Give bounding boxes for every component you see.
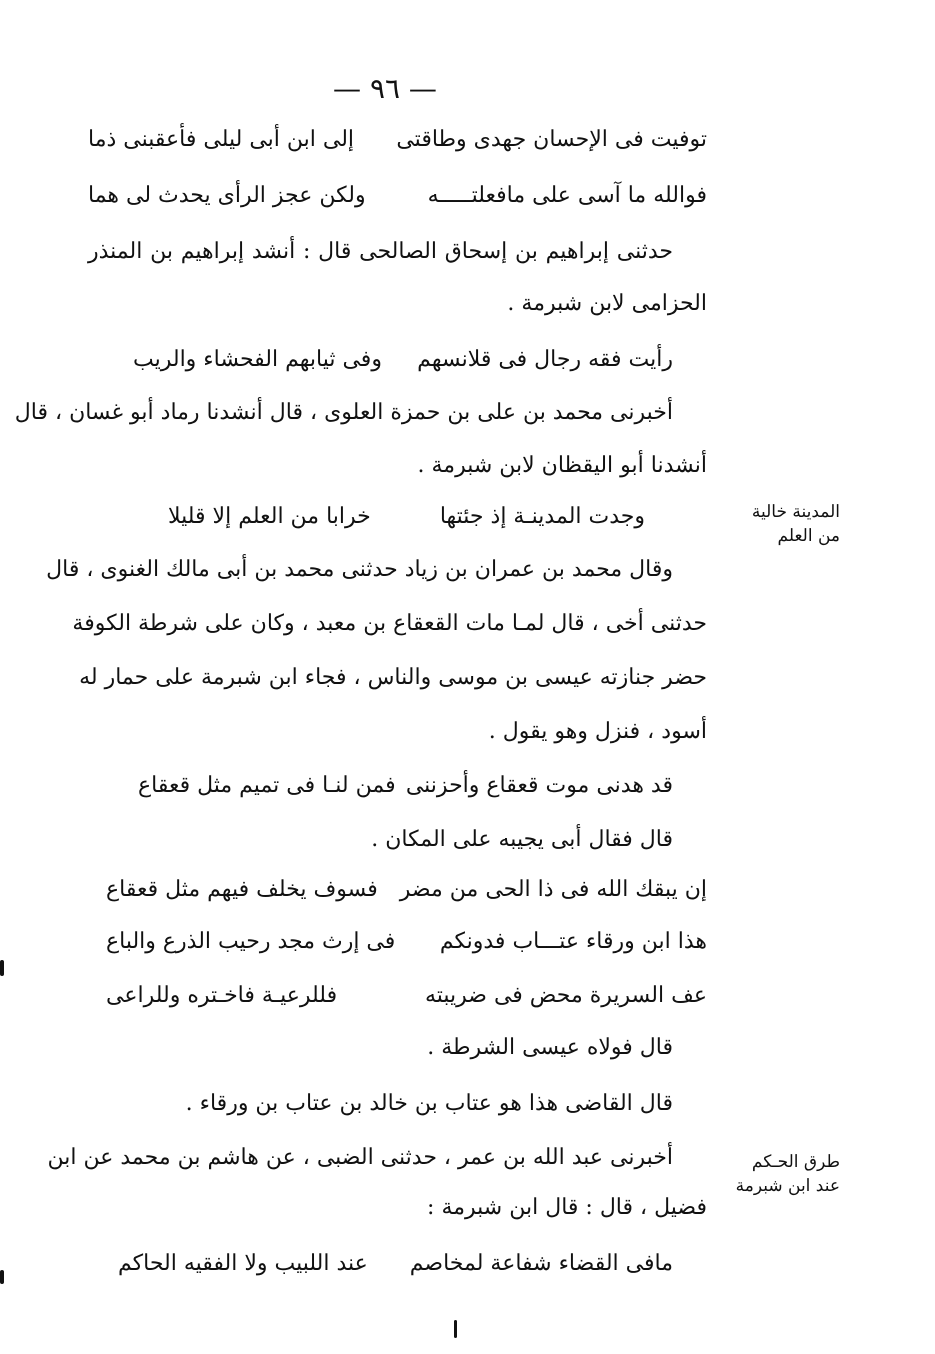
prose-line: فضيل ، قال : قال ابن شبرمة : <box>427 1195 707 1220</box>
prose-line: أنشدنا أبو اليقظان لابن شبرمة . <box>417 453 707 478</box>
margin-note-line: المدينة خالية <box>751 502 840 522</box>
verse-second-hemistich: ولكن عجز الرأى يحدث لى هما <box>88 183 366 208</box>
verse-second-hemistich: خرابا من العلم إلا قليلا <box>168 504 371 529</box>
margin-note-line: عند ابن شبرمة <box>735 1176 840 1196</box>
verse-line <box>160 497 645 537</box>
prose-line: حضر جنازته عيسى بن موسى والناس ، فجاء ابن شبرمة على حمار له <box>79 665 707 690</box>
margin-note <box>740 500 840 548</box>
verse-second-hemistich: فى إرث مجد رحيب الذرع والباع <box>106 929 396 954</box>
verse-line <box>110 1244 673 1284</box>
prose-line: أسود ، فنزل وهو يقول . <box>488 719 707 744</box>
scan-mark <box>0 1270 4 1284</box>
verse-first-hemistich: توفيت فى الإحسان جهدى وطاقتى <box>396 127 707 152</box>
margin-note-line: طرق الحـكم <box>751 1152 840 1172</box>
page-number: — ٩٦ — <box>333 72 437 105</box>
prose-line: أخبرنى عبد الله بن عمر ، حدثنى الضبى ، عن هاشم بن محمد عن ابن <box>47 1145 673 1170</box>
verse-line <box>125 340 673 380</box>
verse-first-hemistich: هذا ابن ورقاء عتـــاب فدونكم <box>439 929 707 954</box>
verse-first-hemistich: إن يبقك الله فى ذا الحى من مضر <box>399 877 707 902</box>
verse-second-hemistich: فللرعيـة فاخـتره وللراعى <box>106 983 338 1008</box>
prose-line: حدثنى أخى ، قال لمـا مات القعقاع بن معبد ، وكان على شرطة الكوفة <box>72 611 707 636</box>
margin-note-line: من العلم <box>777 526 840 546</box>
verse-first-hemistich: رأيت فقه رجال فى قلانسهم <box>417 347 673 372</box>
verse-first-hemistich: وجدت المدينـة إذ جئتها <box>439 504 645 529</box>
verse-line <box>130 766 673 806</box>
prose-line: الحزامى لابن شبرمة . <box>507 291 707 316</box>
prose-line: قال القاضى هذا هو عتاب بن خالد بن عتاب بن ورقاء . <box>185 1091 673 1116</box>
verse-second-hemistich: فسوف يخلف فيهم مثل قعقاع <box>106 877 378 902</box>
margin-note <box>735 1150 840 1198</box>
verse-first-hemistich: مافى القضاء شفاعة لمخاصم <box>409 1251 673 1276</box>
verse-line <box>98 976 707 1016</box>
verse-line <box>80 176 707 216</box>
verse-first-hemistich: عف السريرة محض فى ضريبته <box>424 983 707 1008</box>
verse-line <box>98 870 707 910</box>
verse-line <box>98 922 707 962</box>
verse-second-hemistich: وفى ثيابهم الفحشاء والريب <box>133 347 382 372</box>
verse-second-hemistich: فمن لنـا فى تميم مثل قعقاع <box>138 773 396 798</box>
verse-line <box>80 120 707 160</box>
verse-first-hemistich: فوالله ما آسى على مافعلتـــــه <box>427 183 707 208</box>
verse-second-hemistich: عند اللبيب ولا الفقيه الحاكم <box>118 1251 368 1276</box>
prose-line: قال فقال أبى يجيبه على المكان . <box>371 827 673 852</box>
verse-first-hemistich: قد هدنى موت قعقاع وأحزننى <box>405 773 673 798</box>
prose-line: أخبرنى محمد بن على بن حمزة العلوى ، قال أنشدنا رماد أبو غسان ، قال <box>14 400 673 425</box>
scan-mark <box>0 960 4 976</box>
prose-line: وقال محمد بن عمران بن زياد حدثنى محمد بن أبى مالك الغنوى ، قال <box>46 557 673 582</box>
prose-line: حدثنى إبراهيم بن إسحاق الصالحى قال : أنشد إبراهيم بن المنذر <box>88 239 673 264</box>
prose-line: قال فولاه عيسى الشرطة . <box>427 1035 673 1060</box>
verse-second-hemistich: إلى ابن أبى ليلى فأعقبنى ذما <box>88 127 355 152</box>
scan-mark <box>454 1320 457 1338</box>
